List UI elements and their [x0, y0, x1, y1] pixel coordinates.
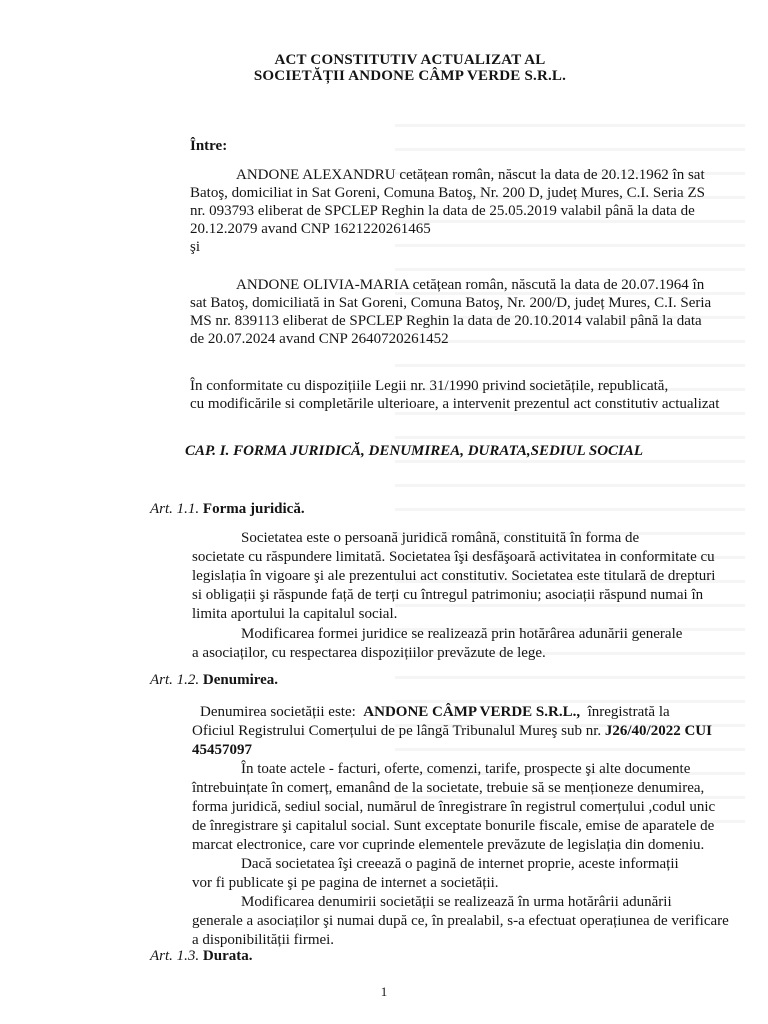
article-number: Art. 1.1. [150, 501, 200, 517]
text-line: ANDONE ALEXANDRU cetățean român, născut la data de 20.12.1962 în sat [236, 167, 705, 183]
article-title: Denumirea. [202, 672, 279, 688]
text-line: limita aportului la capitalul social. [192, 606, 398, 622]
page-number: 1 [380, 984, 388, 999]
company-name-suffix: înregistrată la [587, 704, 670, 720]
text-line: si obligații şi răspunde față de terți cu întregul patrimoniu; asociații răspund numai în [192, 587, 704, 603]
text-line: marcat electronice, care vor cuprinde elementele prevăzute de legislația din domeniu. [192, 837, 705, 853]
article-title: Durata. [202, 948, 253, 964]
text-line: a disponibilității firmei. [192, 932, 335, 948]
cui-number: 45457097 [192, 742, 252, 758]
text-line [192, 722, 712, 740]
article-1-3-heading [150, 947, 253, 965]
text-line: Batoş, domiciliat in Sat Goreni, Comuna Batoş, Nr. 200 D, județ Mures, C.I. Seria ZS [190, 185, 705, 201]
company-name: ANDONE CÂMP VERDE S.R.L., [363, 704, 581, 720]
article-1-1-heading [150, 500, 305, 518]
text-line: MS nr. 839113 eliberat de SPCLEP Reghin la data de 20.10.2014 valabil până la data [190, 313, 702, 329]
article-1-2-heading [150, 671, 278, 689]
registry-number: J26/40/2022 CUI [604, 723, 712, 739]
article-number: Art. 1.2. [150, 672, 200, 688]
text-line: În toate actele - facturi, oferte, comenzi, tarife, prospecte şi alte documente [241, 761, 691, 777]
text-line: de 20.07.2024 avand CNP 2640720261452 [190, 331, 449, 347]
text-line: ANDONE OLIVIA-MARIA cetățean român, născută la data de 20.07.1964 în [236, 277, 705, 293]
article-title: Forma juridică. [202, 501, 305, 517]
between-heading: Între: [190, 138, 228, 154]
text-line: În conformitate cu dispozițiile Legii nr. 31/1990 privind societățile, republicată, [190, 378, 669, 394]
document-title-line2: SOCIETĂȚII ANDONE CÂMP VERDE S.R.L. [253, 68, 567, 84]
text-line: sat Batoş, domiciliată in Sat Goreni, Comuna Batoş, Nr. 200/D, județ Mures, C.I. Seria [190, 295, 712, 311]
text-line [200, 703, 670, 721]
text-line: de înregistrare şi capitalul social. Sunt exceptate bonurile fiscale, emise de aparatele de [192, 818, 715, 834]
text-line: forma juridică, sediul social, numărul de înregistrare în registrul comerțului ,codul unic [192, 799, 716, 815]
chapter-heading: CAP. I. FORMA JURIDICĂ, DENUMIREA, DURATA,SEDIUL SOCIAL [185, 443, 644, 459]
text-line: nr. 093793 eliberat de SPCLEP Reghin la data de 25.05.2019 valabil până la data de [190, 203, 695, 219]
article-number: Art. 1.3. [150, 948, 200, 964]
text-line: societate cu răspundere limitată. Societatea îşi desfăşoară activitatea in conformitate cu [192, 549, 715, 565]
text-line: generale a asociaților şi numai după ce, în prealabil, s-a efectuat operațiunea de verificare [192, 913, 729, 929]
document-title-line1: ACT CONSTITUTIV ACTUALIZAT AL [274, 52, 546, 68]
text-line: Dacă societatea îşi creează o pagină de internet proprie, aceste informații [241, 856, 679, 872]
company-name-prefix: Denumirea societății este: [200, 704, 356, 720]
text-line: întrebuințate în comerț, emanând de la societate, trebuie să se menționeze denumirea, [192, 780, 705, 796]
text-line: Modificarea denumirii societății se realizează în urma hotărârii adunării [241, 894, 672, 910]
text-line: şi [190, 239, 201, 255]
text-line: vor fi publicate şi pe pagina de internet a societății. [192, 875, 499, 891]
text-line: Modificarea formei juridice se realizează prin hotărârea adunării generale [241, 626, 683, 642]
text-line: a asociaților, cu respectarea dispozițiilor prevăzute de lege. [192, 645, 546, 661]
text-line: 20.12.2079 avand CNP 1621220261465 [190, 221, 431, 237]
registry-text: Oficiul Registrului Comerțului de pe lângă Tribunalul Mureş sub nr. [192, 723, 602, 739]
text-line: Societatea este o persoană juridică română, constituită în forma de [241, 530, 640, 546]
text-line: legislația în vigoare şi ale prezentului act constitutiv. Societatea este titulară de drepturi [192, 568, 716, 584]
text-line: cu modificările si completările ulterioare, a intervenit prezentul act constitutiv actualizat [190, 396, 720, 412]
